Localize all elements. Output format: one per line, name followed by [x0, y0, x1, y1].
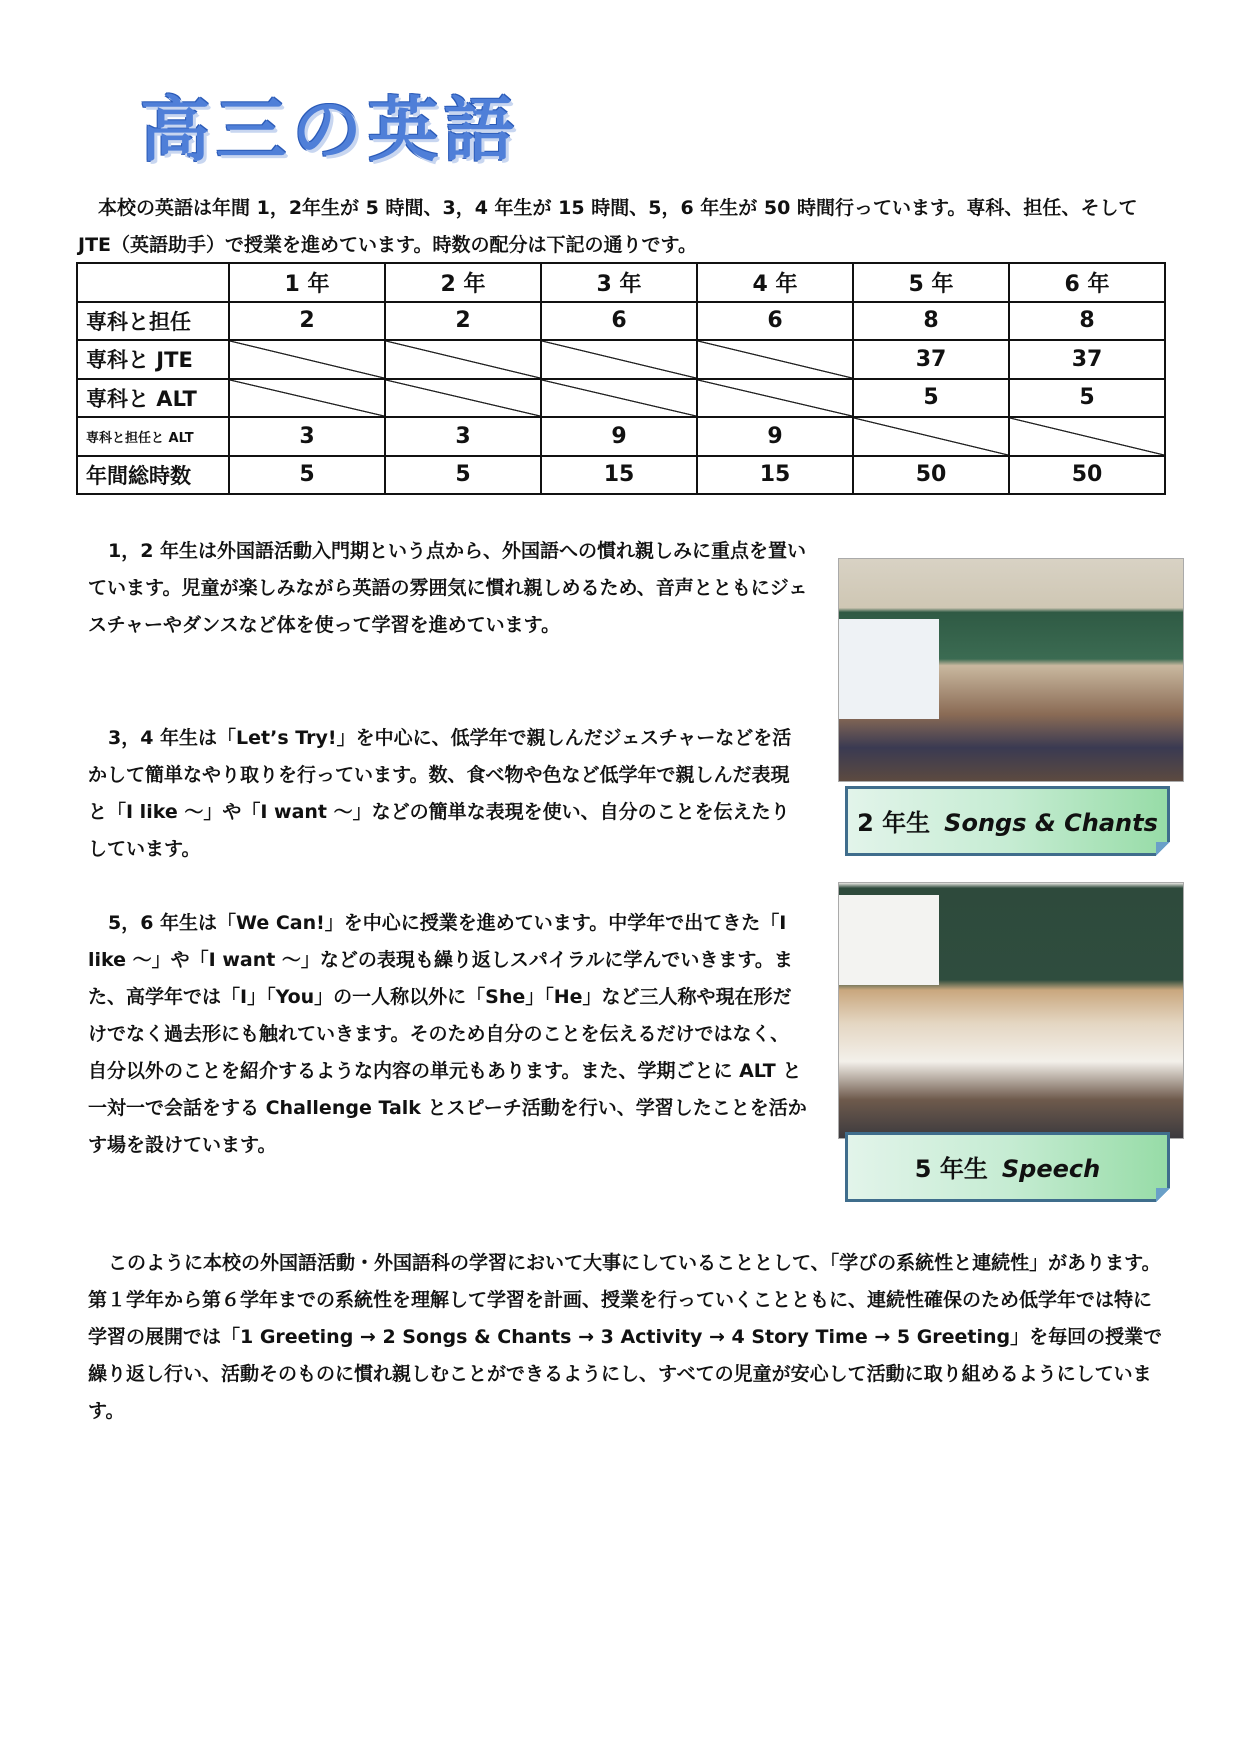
classroom-photo-speech	[838, 882, 1184, 1139]
column-header: 6 年	[1009, 263, 1165, 302]
table-cell: 50	[853, 456, 1009, 495]
column-header: 1 年	[229, 263, 385, 302]
table-row	[77, 302, 1165, 341]
whiteboard-shape	[839, 619, 939, 719]
table-cell-not-applicable	[1009, 417, 1165, 456]
classroom-photo-songs-chants	[838, 558, 1184, 782]
column-header: 3 年	[541, 263, 697, 302]
row-header: 専科と ALT	[77, 379, 229, 418]
table-cell: 8	[853, 302, 1009, 341]
caption-grade: 5 年生	[914, 1155, 988, 1183]
table-cell: 5	[853, 379, 1009, 418]
grade-5-6-paragraph: 5，6 年生は「We Can!」を中心に授業を進めています。中学年で出てきた「I like ～」や「I want ～」などの表現も繰り返しスパイラルに学んでいきます。また、高学年では「I」「You」の一人称以外に「She」「He」など三人称や現在形だけでなく過去形にも触れていきます。そのため自分のことを伝えるだけではなく、自分以外のことを紹介するような内容の単元もあります。また、学期ごとに ALT と一対一で会話をする Challenge Talk とスピーチ活動を行い、学習したことを活かす場を設けています。	[88, 912, 807, 1156]
table-header-row	[77, 263, 1165, 302]
table-cell-not-applicable	[541, 340, 697, 379]
row-header: 専科と担任	[77, 302, 229, 341]
table-row	[77, 340, 1165, 379]
table-cell: 5	[229, 456, 385, 495]
table-cell: 5	[385, 456, 541, 495]
table-cell-not-applicable	[229, 340, 385, 379]
table-cell: 6	[697, 302, 853, 341]
table-cell: 3	[385, 417, 541, 456]
column-header: 2 年	[385, 263, 541, 302]
table-cell-not-applicable	[697, 340, 853, 379]
column-header: 5 年	[853, 263, 1009, 302]
table-cell: 3	[229, 417, 385, 456]
caption-grade: 2 年生	[857, 809, 931, 837]
table-cell: 8	[1009, 302, 1165, 341]
photo-caption-speech	[845, 1132, 1170, 1202]
caption-activity: Speech	[1001, 1155, 1101, 1183]
grade-1-2-paragraph: 1，2 年生は外国語活動入門期という点から、外国語への慣れ親しみに重点を置いています。児童が楽しみながら英語の雰囲気に慣れ親しめるため、音声とともにジェスチャーやダンスなど体を使って学習を進めています。	[88, 540, 808, 636]
row-header: 専科と JTE	[77, 340, 229, 379]
table-cell-not-applicable	[385, 340, 541, 379]
table-row	[77, 417, 1165, 456]
summary-paragraph: このように本校の外国語活動・外国語科の学習において大事にしていることとして、「学びの系統性と連続性」があります。第１学年から第６学年までの系統性を理解して学習を計画、授業を行っていくことともに、連続性確保のため低学年では特に学習の展開では「1 Greeting → 2 Songs & Chants → 3 Activity → 4 Story Time → 5 Greeting」を毎回の授業で繰り返し行い、活動そのものに慣れ親しむことができるようにし、すべての児童が安心して活動に取り組めるようにしています。	[88, 1252, 1163, 1422]
table-cell-not-applicable	[385, 379, 541, 418]
table-cell: 5	[1009, 379, 1165, 418]
column-header: 4 年	[697, 263, 853, 302]
table-corner-cell	[77, 263, 229, 302]
table-cell: 6	[541, 302, 697, 341]
caption-activity: Songs & Chants	[944, 809, 1158, 837]
grade-3-4-paragraph: 3，4 年生は「Let’s Try!」を中心に、低学年で親しんだジェスチャーなどを活かして簡単なやり取りを行っています。数、食べ物や色など低学年で親しんだ表現と「I like ～」や「I want ～」などの簡単な表現を使い、自分のことを伝えたりしています。	[88, 727, 792, 860]
table-row	[77, 456, 1165, 495]
photo-caption-songs-chants	[845, 786, 1170, 856]
table-cell: 37	[1009, 340, 1165, 379]
row-header: 年間総時数	[77, 456, 229, 495]
intro-paragraph: 本校の英語は年間 1，2年生が 5 時間、3，4 年生が 15 時間、5，6 年生が 50 時間行っています。専科、担任、そして JTE（英語助手）で授業を進めています。時数の配分は下記の通りです。	[78, 197, 1138, 256]
row-header: 専科と担任と ALT	[77, 417, 229, 456]
table-cell-not-applicable	[697, 379, 853, 418]
table-cell: 9	[541, 417, 697, 456]
table-cell: 15	[697, 456, 853, 495]
table-cell: 15	[541, 456, 697, 495]
table-cell: 37	[853, 340, 1009, 379]
table-cell: 50	[1009, 456, 1165, 495]
table-cell: 2	[385, 302, 541, 341]
table-row	[77, 379, 1165, 418]
table-cell: 9	[697, 417, 853, 456]
table-cell-not-applicable	[853, 417, 1009, 456]
whiteboard-shape	[839, 895, 939, 985]
hours-table	[76, 262, 1166, 495]
table-cell: 2	[229, 302, 385, 341]
table-cell-not-applicable	[229, 379, 385, 418]
page-title: 高三の英語	[140, 89, 520, 171]
table-cell-not-applicable	[541, 379, 697, 418]
